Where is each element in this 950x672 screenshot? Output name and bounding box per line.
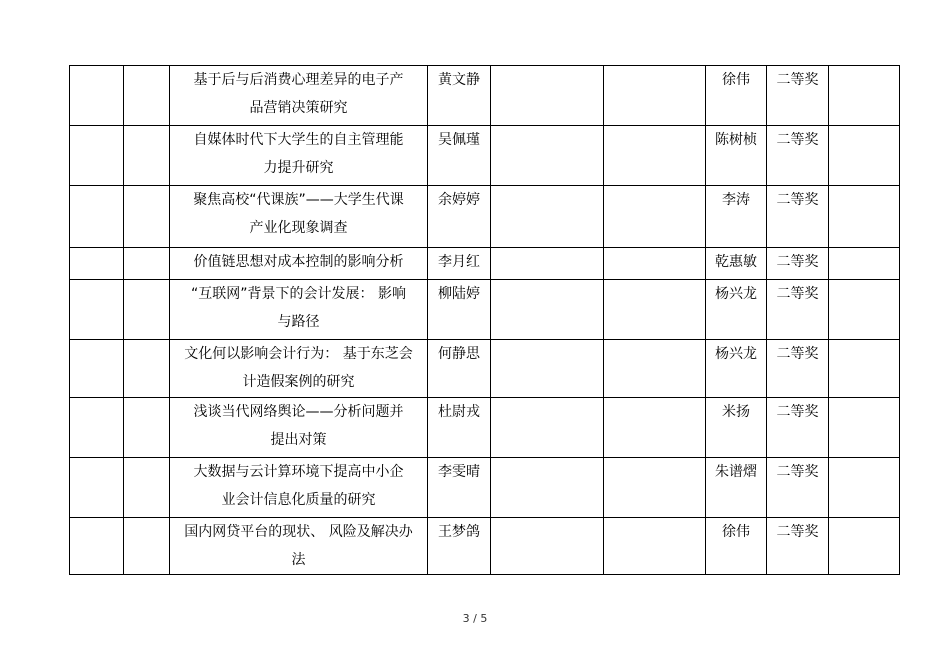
title-line-1: 文化何以影响会计行为： 基于东芝会 xyxy=(184,346,413,362)
blank-cell xyxy=(124,458,170,518)
blank-cell xyxy=(491,66,604,126)
advisor-cell: 徐伟 xyxy=(706,66,767,126)
table-row xyxy=(70,398,900,458)
advisor-cell: 朱谱熠 xyxy=(706,458,767,518)
title-cell xyxy=(170,458,428,518)
title-line-1: 浅谈当代网络舆论——分析问题并 xyxy=(193,404,404,420)
blank-cell xyxy=(124,518,170,575)
author-cell: 余婷婷 xyxy=(428,186,491,248)
prize-cell: 二等奖 xyxy=(767,280,829,340)
title-line-1: 基于后与后消费心理差异的电子产 xyxy=(193,72,404,88)
blank-cell xyxy=(604,280,706,340)
prize-cell: 二等奖 xyxy=(767,458,829,518)
title-line-1: “互联网”背景下的会计发展： 影响 xyxy=(191,286,406,302)
table-row xyxy=(70,126,900,186)
blank-cell xyxy=(70,340,124,398)
blank-cell xyxy=(829,340,900,398)
blank-cell xyxy=(70,280,124,340)
author-cell: 杜尉戎 xyxy=(428,398,491,458)
blank-cell xyxy=(124,66,170,126)
prize-cell: 二等奖 xyxy=(767,186,829,248)
blank-cell xyxy=(70,66,124,126)
title-cell xyxy=(170,398,428,458)
table-row xyxy=(70,66,900,126)
title-cell xyxy=(170,126,428,186)
blank-cell xyxy=(124,398,170,458)
blank-cell xyxy=(604,458,706,518)
blank-cell xyxy=(70,518,124,575)
blank-cell xyxy=(124,126,170,186)
blank-cell xyxy=(70,398,124,458)
title-cell xyxy=(170,518,428,575)
blank-cell xyxy=(491,518,604,575)
title-line-2: 力提升研究 xyxy=(263,160,334,176)
blank-cell xyxy=(604,248,706,280)
advisor-cell: 陈树桢 xyxy=(706,126,767,186)
blank-cell xyxy=(604,518,706,575)
blank-cell xyxy=(70,186,124,248)
advisor-cell: 杨兴龙 xyxy=(706,280,767,340)
author-cell: 王梦鸽 xyxy=(428,518,491,575)
blank-cell xyxy=(829,126,900,186)
prize-cell: 二等奖 xyxy=(767,66,829,126)
blank-cell xyxy=(491,126,604,186)
title-line-2: 品营销决策研究 xyxy=(249,100,348,116)
blank-cell xyxy=(829,186,900,248)
table-row xyxy=(70,280,900,340)
prize-cell: 二等奖 xyxy=(767,398,829,458)
blank-cell xyxy=(491,458,604,518)
advisor-cell: 杨兴龙 xyxy=(706,340,767,398)
blank-cell xyxy=(604,186,706,248)
prize-cell: 二等奖 xyxy=(767,126,829,186)
table-row xyxy=(70,340,900,398)
author-cell: 黄文静 xyxy=(428,66,491,126)
title-line-1: 聚焦高校“代课族”——大学生代课 xyxy=(193,192,404,208)
title-cell xyxy=(170,340,428,398)
title-line-1: 大数据与云计算环境下提高中小企 xyxy=(193,464,404,480)
blank-cell xyxy=(124,340,170,398)
blank-cell xyxy=(829,398,900,458)
blank-cell xyxy=(70,458,124,518)
advisor-cell: 乾惠敏 xyxy=(706,248,767,280)
blank-cell xyxy=(70,126,124,186)
title-line-2: 与路径 xyxy=(277,314,320,330)
blank-cell xyxy=(829,280,900,340)
title-line-1: 自媒体时代下大学生的自主管理能 xyxy=(193,132,404,148)
blank-cell xyxy=(491,398,604,458)
author-cell: 李月红 xyxy=(428,248,491,280)
blank-cell xyxy=(604,126,706,186)
prize-cell: 二等奖 xyxy=(767,518,829,575)
blank-cell xyxy=(604,340,706,398)
title-line-2: 提出对策 xyxy=(270,432,327,448)
page-indicator: 3 / 5 xyxy=(462,612,488,625)
blank-cell xyxy=(124,248,170,280)
blank-cell xyxy=(829,458,900,518)
table-row xyxy=(70,458,900,518)
title-line-2: 业会计信息化质量的研究 xyxy=(221,492,376,508)
title-cell xyxy=(170,66,428,126)
advisor-cell: 徐伟 xyxy=(706,518,767,575)
title-line-1: 国内网贷平台的现状、 风险及解决办 xyxy=(184,524,413,540)
awards-table xyxy=(69,65,900,575)
blank-cell xyxy=(491,340,604,398)
prize-cell: 二等奖 xyxy=(767,340,829,398)
blank-cell xyxy=(70,248,124,280)
advisor-cell: 李涛 xyxy=(706,186,767,248)
blank-cell xyxy=(124,186,170,248)
title-cell xyxy=(170,186,428,248)
table-row xyxy=(70,248,900,280)
author-cell: 何静思 xyxy=(428,340,491,398)
title-line-2: 法 xyxy=(291,552,306,568)
prize-cell: 二等奖 xyxy=(767,248,829,280)
title-line-2: 产业化现象调查 xyxy=(249,220,348,236)
blank-cell xyxy=(124,280,170,340)
advisor-cell: 米扬 xyxy=(706,398,767,458)
author-cell: 柳陆婷 xyxy=(428,280,491,340)
title-line-2: 计造假案例的研究 xyxy=(242,374,355,390)
blank-cell xyxy=(604,66,706,126)
title-line-1: 价值链思想对成本控制的影响分析 xyxy=(193,254,404,270)
blank-cell xyxy=(491,280,604,340)
table-row xyxy=(70,518,900,575)
blank-cell xyxy=(829,248,900,280)
blank-cell xyxy=(829,518,900,575)
title-cell xyxy=(170,248,428,280)
author-cell: 吴佩瑾 xyxy=(428,126,491,186)
title-cell xyxy=(170,280,428,340)
blank-cell xyxy=(829,66,900,126)
blank-cell xyxy=(491,248,604,280)
blank-cell xyxy=(491,186,604,248)
blank-cell xyxy=(604,398,706,458)
author-cell: 李雯晴 xyxy=(428,458,491,518)
table-row xyxy=(70,186,900,248)
